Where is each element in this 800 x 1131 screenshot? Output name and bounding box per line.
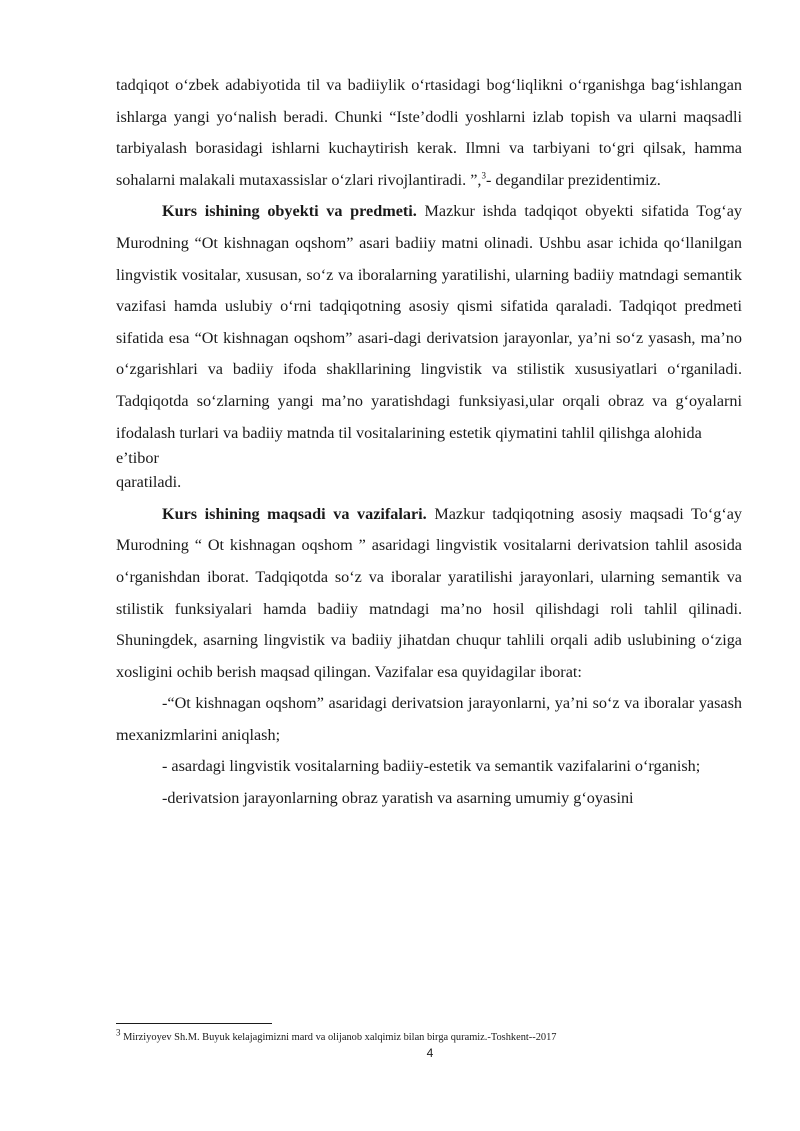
task-item: - asardagi lingvistik vositalarning badiiy-estetik va semantik vazifalarini o‘rganish; <box>162 757 701 776</box>
section-heading: Kurs ishining maqsadi va vazifalari. <box>162 504 427 523</box>
section-heading: Kurs ishining obyekti va predmeti. <box>162 202 417 221</box>
paragraph-text: - degandilar prezidentimiz. <box>485 170 661 189</box>
paragraph-object-subject <box>116 196 742 449</box>
paragraph-continuation: qaratiladi. <box>116 473 182 492</box>
paragraph-text: tadqiqot o‘zbek adabiyotida til va badiiylik o‘rtasidagi bog‘liqlikni o‘rganishga bag‘ishlangan ishlarga yangi yo‘nalish beradi. Chunki “Iste’dodli yoshlarni izlab topish va ularni maqsadli tarbiyalash borasidagi ishlarni kuchaytirish kerak. Ilmni va tarbiyani to‘gri qilsak, hamma sohalarni malakali mutaxassislar o‘zlari rivojlantiradi. ”, <box>116 76 742 189</box>
page-number: 4 <box>426 1046 434 1060</box>
body-text <box>116 70 742 815</box>
paragraph-continuation: e’tibor <box>116 449 159 468</box>
footnote <box>116 1027 746 1045</box>
task-item: -derivatsion jarayonlarning obraz yaratish va asarning umumiy g‘oyasini <box>162 789 634 808</box>
paragraph-text: Mazkur tadqiqotning asosiy maqsadi To‘g‘ay Murodning “ Ot kishnagan oqshom ” asaridagi lingvistik vositalarni derivatsion tahlil asosida o‘rganishdan iborat. Tadqiqotda so‘z va iboralar yaratilishi jarayonlari, ularning semantik va stilistik funksiyalari hamda badiiy matndagi ma’no hosil qilishdagi roli tahlil qilinadi. Shuningdek, asarning lingvistik va badiiy jihatdan chuqur tahlili orqali adib uslubining o‘ziga xosligini ochib berish maqsad qilingan. Vazifalar esa quyidagilar iborat: <box>116 504 743 681</box>
paragraph-text: Mazkur ishda tadqiqot obyekti sifatida Tog‘ay Murodning “Ot kishnagan oqshom” asari badiiy matni olinadi. Ushbu asar ichida qo‘llanilgan lingvistik vositalar, xususan, so‘z va iboralarning yaratilishi, ularning badiiy matndagi semantik vazifasi hamda uslubiy o‘rni tadqiqotning asosiy qismi sifatida qaraladi. Tadqiqot predmeti sifatida esa “Ot kishnagan oqshom” asari-dagi derivatsion jarayonlar, ya’ni so‘z yasash, ma’no o‘zgarishlari va badiiy ifoda shakllarining lingvistik va stilistik xususiyatlari o‘rganiladi. Tadqiqotda so‘zlarning yangi ma’no yaratishdagi funksiyasi,ular orqali obraz va g‘oyalarni ifodalash turlari va badiiy matnda til vositalarining estetik qiymatini tahlil qilishga alohida <box>116 202 742 442</box>
paragraph-goal-tasks <box>116 499 742 689</box>
footnote-text: Mirziyoyev Sh.M. Buyuk kelajagimizni mard va olijanob xalqimiz bilan birga quramiz.-Toshkent--2017 <box>120 1032 557 1043</box>
footnote-marker: 3 <box>116 1027 121 1038</box>
footnote-reference[interactable]: 3 <box>481 170 486 181</box>
paragraph-intro <box>116 70 742 196</box>
task-item: -“Ot kishnagan oqshom” asaridagi derivatsion jarayonlarni, ya’ni so‘z va iboralar yasash mexanizmlarini aniqlash; <box>116 694 742 744</box>
footnote-separator <box>116 1023 272 1024</box>
